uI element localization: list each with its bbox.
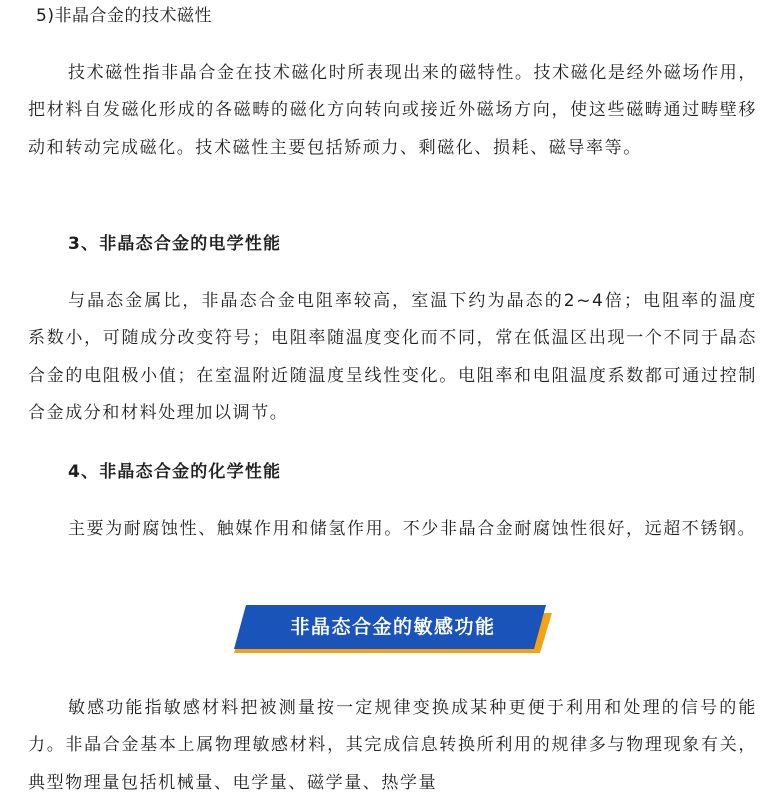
paragraph-electrical-properties: 与晶态金属比，非晶态合金电阻率较高，室温下约为晶态的2~4倍；电阻率的温度系数小，可随成分改变符号；电阻率随温度变化而不同，常在低温区出现一个不同于晶态合金的电阻极小值；在室温附近随温度呈线性变化。电阻率和电阻温度系数都可通过控制合金成分和材料处理加以调节。 [28, 291, 757, 423]
section-banner [234, 605, 552, 653]
paragraph-chemical-properties: 主要为耐腐蚀性、触媒作用和储氢作用。不少非晶合金耐腐蚀性很好，远超不锈钢。 [68, 519, 757, 539]
banner-label: 非晶态合金的敏感功能 [290, 616, 496, 638]
heading-chemical-properties: 4、非晶态合金的化学性能 [68, 462, 282, 482]
paragraph-technical-magnetism: 技术磁性指非晶合金在技术磁化时所表现出来的磁特性。技术磁化是经外磁场作用，把材料自发磁化形成的各磁畴的磁化方向转向或接近外磁场方向，使这些磁畴通过畴壁移动和转动完成磁化。技术磁性主要包括矫顽力、剩磁化、损耗、磁导率等。 [28, 63, 757, 158]
paragraph-sensitive-function: 敏感功能指敏感材料把被测量按一定规律变换成某种更便于利用和处理的信号的能力。非晶合金基本上属物理敏感材料，其完成信息转换所利用的规律多与物理现象有关，典型物理量包括机械量、电学量、磁学量、热学量 [28, 698, 757, 793]
subsection-title: 5)非晶合金的技术磁性 [36, 6, 212, 26]
heading-electrical-properties: 3、非晶态合金的电学性能 [68, 234, 282, 254]
